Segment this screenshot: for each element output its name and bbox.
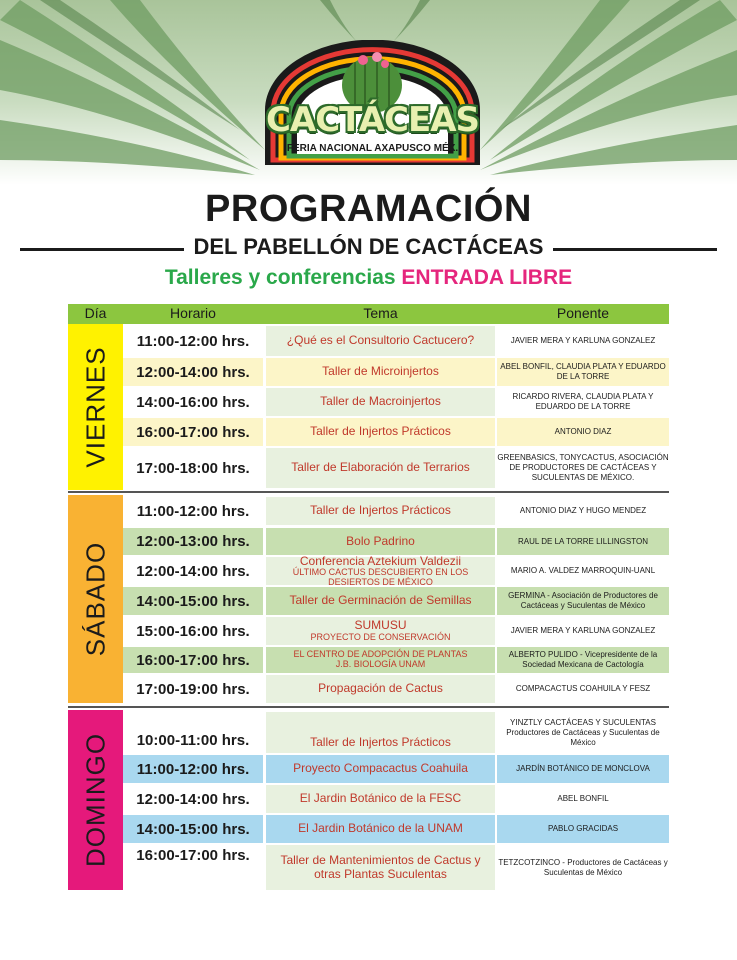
ponente-cell: TETZCOTZINCO - Productores de Cactáceas y Suculentas de México xyxy=(498,857,668,877)
tema-text: Bolo Padrino xyxy=(346,533,415,548)
tema-text: El Jardin Botánico de la FESC xyxy=(299,791,462,806)
horario-cell: 17:00-19:00 hrs. xyxy=(136,680,250,698)
tema-cell xyxy=(266,358,495,386)
horario-cell: 14:00-16:00 hrs. xyxy=(136,393,250,411)
logo-title: CACTÁCEAS xyxy=(265,100,480,140)
tema-subtext: J.B. BIOLOGÍA UNAM xyxy=(335,659,426,669)
tema-text: Taller de Microinjertos xyxy=(322,364,439,379)
table-row xyxy=(123,587,669,615)
day-label-sabado xyxy=(68,495,123,703)
day-name: VIERNES xyxy=(80,346,110,468)
tema-text: Taller de Elaboración de Terrarios xyxy=(291,460,470,475)
tema-text: Taller de Macroinjertos xyxy=(320,394,441,409)
tema-cell xyxy=(266,587,495,615)
horario-cell: 17:00-18:00 hrs. xyxy=(136,459,250,477)
table-row xyxy=(123,785,669,813)
table-row xyxy=(123,497,669,525)
subtitle-block xyxy=(0,234,737,262)
tema-text: Taller de Injertos Prácticos xyxy=(310,424,451,439)
tema-text: EL CENTRO DE ADOPCIÓN DE PLANTAS xyxy=(293,649,468,660)
tema-cell xyxy=(266,388,495,416)
tema-cell xyxy=(266,647,495,673)
tema-subtext: PROYECTO DE CONSERVACIÓN xyxy=(310,631,451,642)
horario-cell: 16:00-17:00 hrs. xyxy=(123,418,263,446)
table-row xyxy=(123,845,669,890)
tema-text: Conferencia Aztekium Valdezii xyxy=(299,553,462,568)
ponente-cell: JARDÍN BOTÁNICO DE MONCLOVA xyxy=(497,755,669,783)
ponente-cell: PABLO GRACIDAS xyxy=(497,815,669,843)
horario-cell: 14:00-15:00 hrs. xyxy=(123,815,263,843)
page-subtitle: DEL PABELLÓN DE CACTÁCEAS xyxy=(184,234,554,259)
horario-cell: 12:00-14:00 hrs. xyxy=(136,790,250,808)
ponente-cell: GREENBASICS, TONYCACTUS, ASOCIACIÓN DE PRODUCTORES DE CACTÁCEAS Y SUCULENTAS DE MÉXICO. xyxy=(497,453,669,482)
table-header xyxy=(68,304,669,324)
table-row xyxy=(123,528,669,555)
logo-subtitle: FERIA NACIONAL AXAPUSCO MÉX. xyxy=(286,143,459,154)
table-row xyxy=(123,388,669,416)
ponente-cell: ALBERTO PULIDO - Vicepresidente de la Sociedad Mexicana de Cactología xyxy=(497,647,669,673)
table-row xyxy=(123,553,669,587)
page-title: PROGRAMACIÓN xyxy=(205,188,532,230)
tagline-entrada-libre: ENTRADA LIBRE xyxy=(401,266,573,289)
table-row xyxy=(123,617,669,645)
tema-text: SUMUSU xyxy=(354,618,407,633)
tema-cell xyxy=(266,675,495,703)
tema-cell xyxy=(266,418,495,446)
ponente-cell: ABEL BONFIL xyxy=(557,794,609,803)
tema-text: Taller de Injertos Prácticos xyxy=(310,734,451,749)
tema-cell xyxy=(266,448,495,488)
table-row xyxy=(123,815,669,843)
tema-cell xyxy=(266,617,495,645)
table-row xyxy=(123,448,669,488)
table-row xyxy=(123,326,669,356)
horario-cell: 11:00-12:00 hrs. xyxy=(123,755,263,783)
horario-cell: 11:00-12:00 hrs. xyxy=(136,502,250,520)
ponente-cell: JAVIER MERA Y KARLUNA GONZALEZ xyxy=(510,626,656,635)
cactaceas-logo xyxy=(245,40,500,170)
day-name: SÁBADO xyxy=(80,541,110,657)
ponente-cell: ANTONIO DIAZ xyxy=(497,418,669,446)
ponente-cell: YINZTLY CACTÁCEAS Y SUCULENTAS Productores de Cactáceas y Suculentas de México xyxy=(506,717,660,747)
tema-subtext: ÚLTIMO CACTUS DESCUBIERTO EN LOS DESIERTOS DE MÉXICO xyxy=(292,566,469,587)
table-row xyxy=(123,358,669,386)
tema-cell xyxy=(266,845,495,890)
table-row xyxy=(123,647,669,673)
day-separator xyxy=(68,491,669,493)
ponente-cell: JAVIER MERA Y KARLUNA GONZALEZ xyxy=(510,336,656,345)
tema-cell xyxy=(266,815,495,843)
ponente-cell: RICARDO RIVERA, CLAUDIA PLATA Y EDUARDO DE LA TORRE xyxy=(512,392,654,411)
horario-cell: 12:00-14:00 hrs. xyxy=(136,562,250,580)
table-row xyxy=(123,675,669,703)
day-separator xyxy=(68,706,669,708)
ponente-cell: COMPACACTUS COAHUILA Y FESZ xyxy=(515,684,651,693)
tema-text: Taller de Germinación de Semillas xyxy=(289,593,472,608)
tema-cell xyxy=(266,785,495,813)
ponente-cell: GERMINA - Asociación de Productores de Cactáceas y Suculentas de México xyxy=(497,587,669,615)
tema-cell xyxy=(266,326,495,356)
day-label-domingo xyxy=(68,710,123,890)
horario-cell: 14:00-15:00 hrs. xyxy=(123,587,263,615)
day-name: DOMINGO xyxy=(80,732,110,868)
table-row xyxy=(123,755,669,783)
tagline xyxy=(0,266,737,290)
horario-cell: 15:00-16:00 hrs. xyxy=(136,622,250,640)
column-header-tema: Tema xyxy=(363,305,398,321)
horario-cell: 16:00-17:00 hrs. xyxy=(136,847,250,864)
tema-text: Taller de Mantenimientos de Cactus y otras Plantas Suculentas xyxy=(280,853,481,881)
tema-cell xyxy=(266,755,495,783)
column-header-ponente: Ponente xyxy=(556,305,610,321)
table-row xyxy=(123,712,669,753)
horario-cell: 11:00-12:00 hrs. xyxy=(136,332,250,350)
horario-cell: 12:00-14:00 hrs. xyxy=(123,358,263,386)
tema-text: El Jardin Botánico de la UNAM xyxy=(298,821,463,836)
tema-cell xyxy=(266,497,495,525)
day-label-viernes xyxy=(68,324,123,490)
ponente-cell: ANTONIO DIAZ Y HUGO MENDEZ xyxy=(519,506,647,515)
tema-text: Propagación de Cactus xyxy=(318,681,443,696)
ponente-cell: ABEL BONFIL, CLAUDIA PLATA Y EDUARDO DE LA TORRE xyxy=(497,358,669,386)
horario-cell: 16:00-17:00 hrs. xyxy=(123,647,263,673)
tema-text: Taller de Injertos Prácticos xyxy=(310,503,451,518)
tagline-talleres: Talleres y conferencias xyxy=(164,266,396,289)
tema-text: Proyecto Compacactus Coahuila xyxy=(293,761,468,776)
ponente-cell: RAUL DE LA TORRE LILLINGSTON xyxy=(497,528,669,555)
tema-cell xyxy=(266,553,495,587)
column-header-dia: Día xyxy=(84,305,107,321)
table-row xyxy=(123,418,669,446)
column-header-horario: Horario xyxy=(170,305,216,321)
ponente-cell: MARIO A. VALDEZ MARROQUIN-UANL xyxy=(510,566,656,575)
horario-cell: 12:00-13:00 hrs. xyxy=(123,528,263,555)
tema-text: ¿Qué es el Consultorio Cactucero? xyxy=(286,333,475,348)
tema-cell xyxy=(266,712,495,753)
horario-cell: 10:00-11:00 hrs. xyxy=(136,732,250,749)
tema-cell xyxy=(266,528,495,555)
